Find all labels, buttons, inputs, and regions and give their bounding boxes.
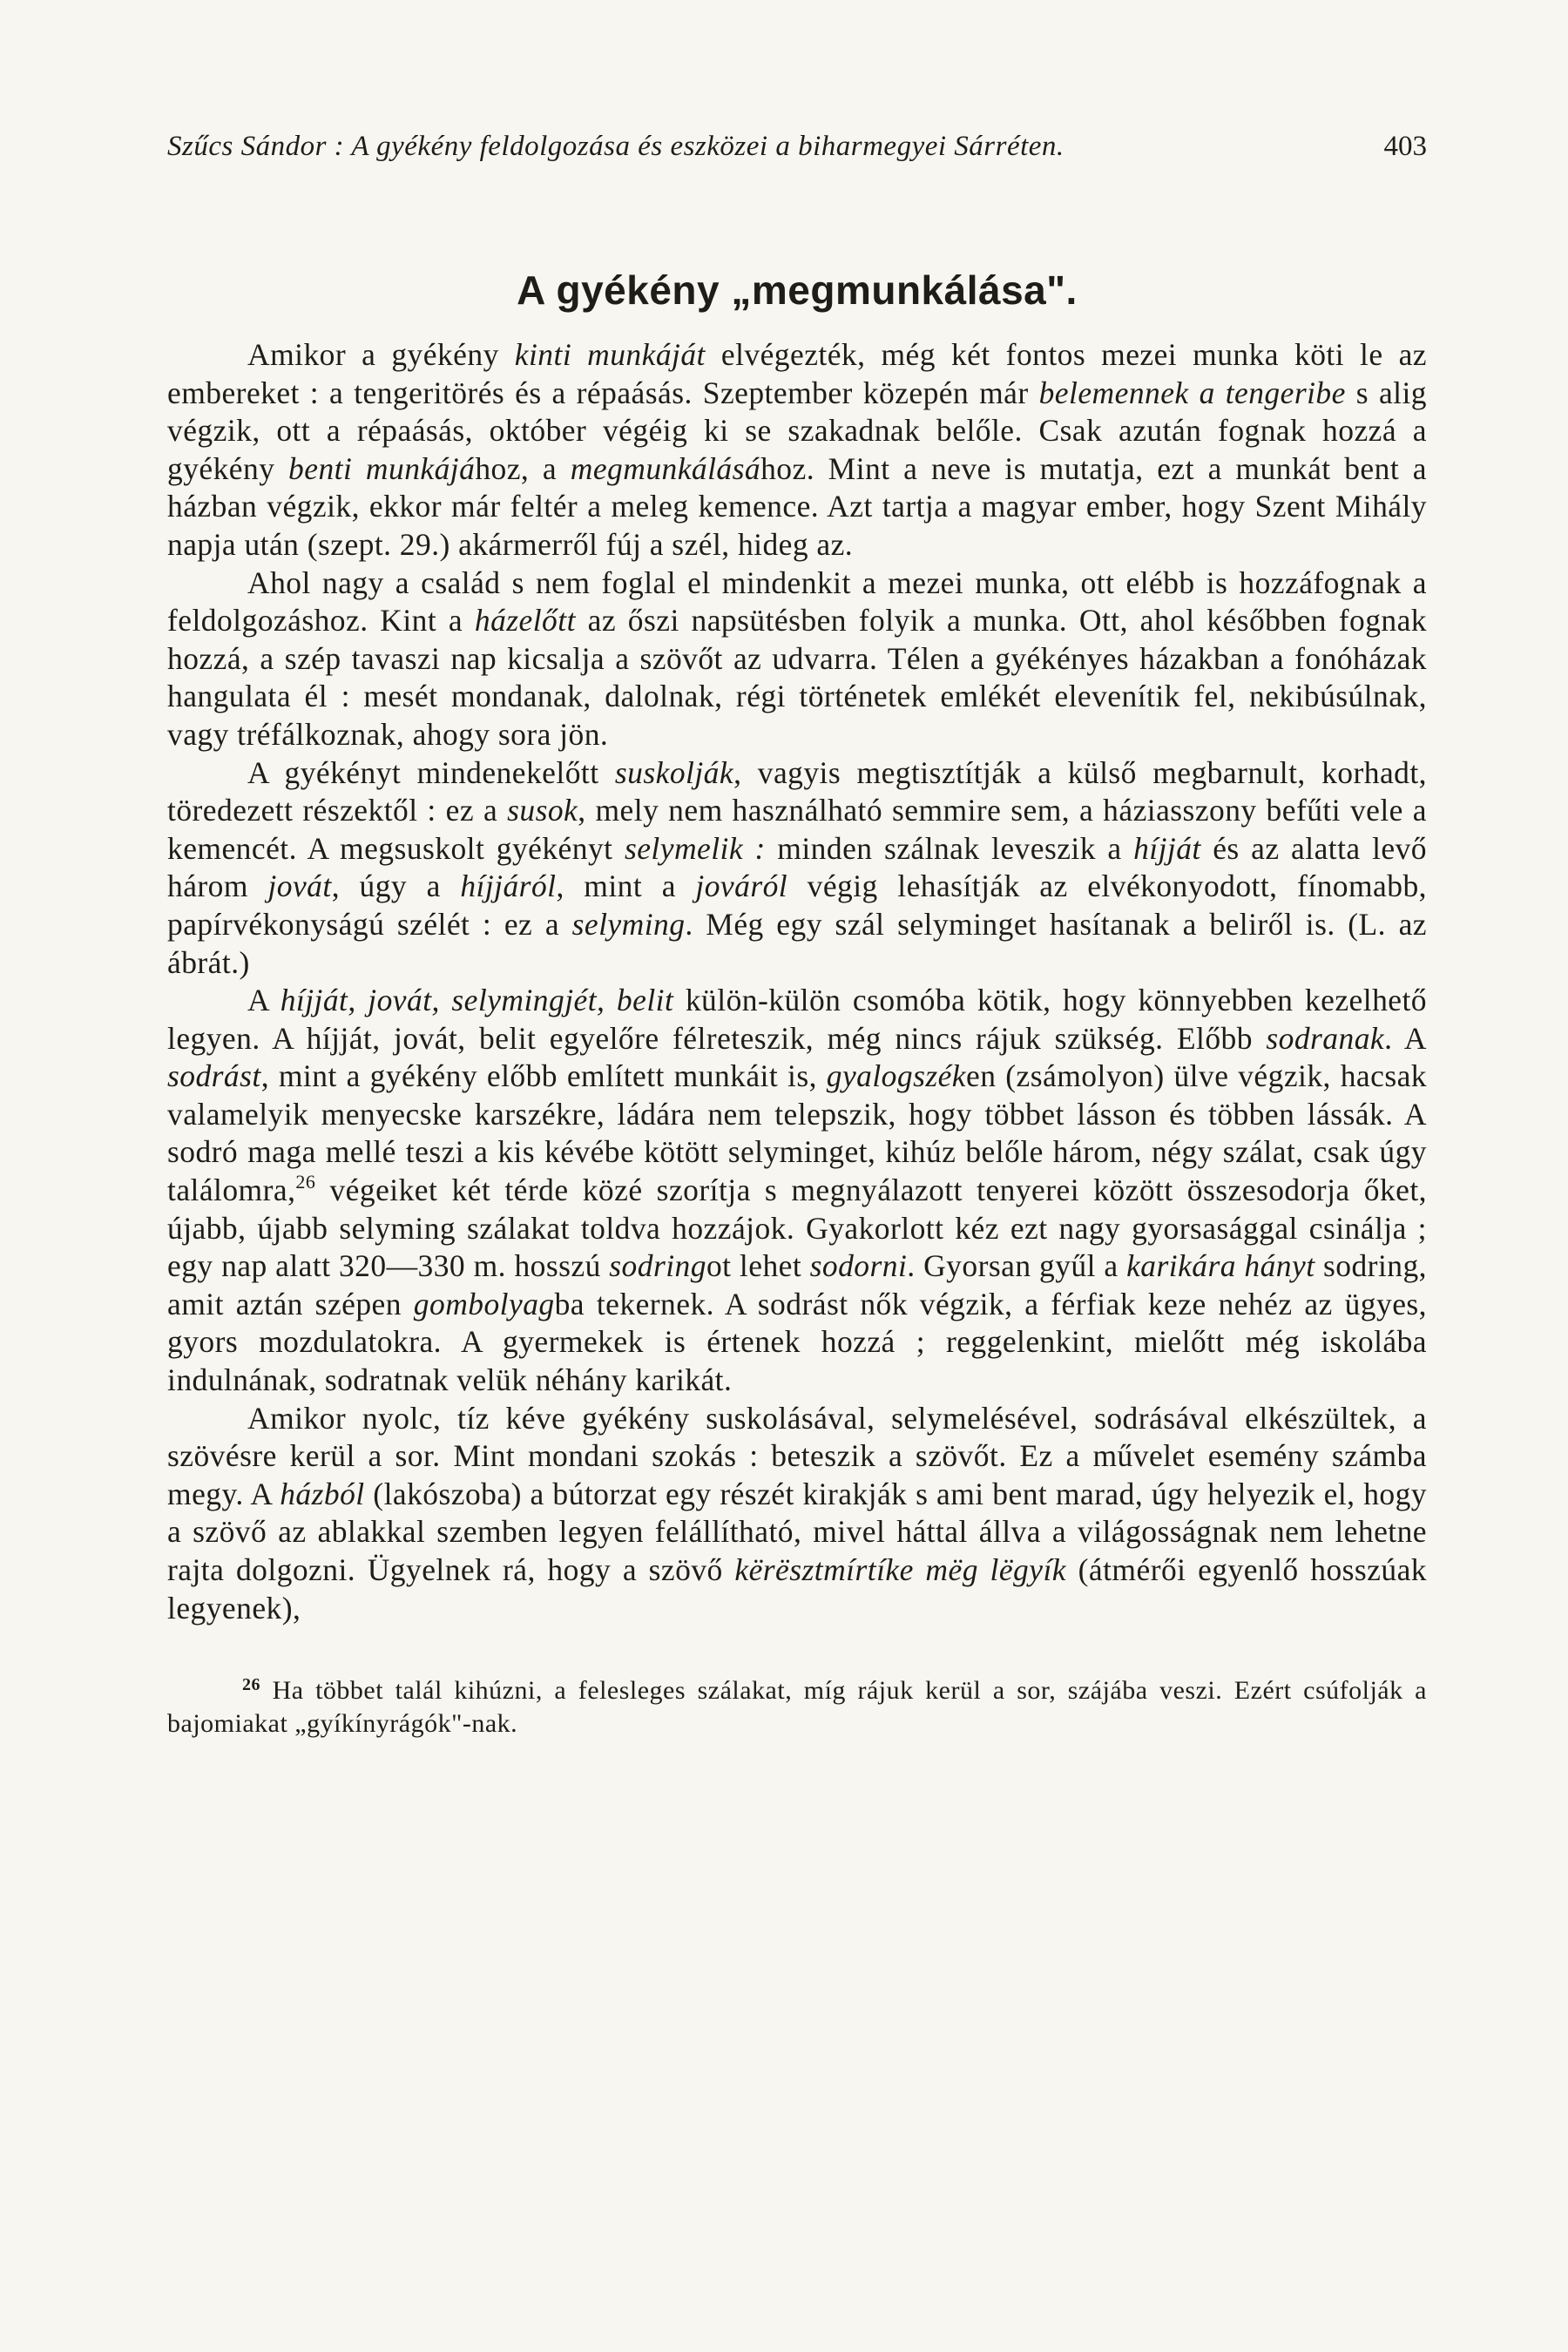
text-run: minden szálnak leveszik a (765, 830, 1134, 866)
footnote-text: Ha többet talál kihúzni, a felesleges szálakat, míg rájuk kerül a sor, szájába veszi. Ezért csúfolják a bajomiakat „gyíkínyrágók"-nak. (167, 1676, 1427, 1739)
text-run: sodring, amit aztán szépen (167, 1248, 1427, 1321)
italic-term: kinti munkáját (514, 337, 706, 372)
italic-term: sodorni (809, 1248, 908, 1284)
running-head-title: Szűcs Sándor : A gyékény feldolgozása és eszközei a biharmegyei Sárréten. (167, 131, 1064, 162)
text-run: és az alatta levő három (167, 830, 1428, 904)
text-run: s alig végzik, ott a répaásás, október végéig ki se szakadnak belőle. Csak azután fognak hozzá a gyékény (167, 375, 1427, 486)
body-text (167, 336, 1427, 1627)
text-run: Amikor nyolc, tíz kéve gyékény suskolásával, selymelésével, sodrásával elkészültek, a szövésre kerül a sor. Mint mondani szokás : beteszik a szövőt. Ez a művelet esemény számba megy. A (167, 1400, 1427, 1511)
italic-term: kërësztmírtíke mëg lëgyík (734, 1552, 1066, 1587)
italic-term: karikára hányt (1126, 1248, 1315, 1284)
page (167, 131, 1427, 1740)
text-run: A (247, 983, 280, 1018)
section-title: A gyékény „megmunkálása". (517, 267, 1078, 313)
italic-term: sodring (609, 1248, 706, 1284)
italic-term: gyalogszék (826, 1058, 967, 1094)
italic-term: gombolyag (413, 1286, 555, 1321)
italic-term: susok (507, 793, 578, 828)
paragraph (167, 982, 1427, 1400)
italic-term: suskolják (614, 754, 734, 790)
page-number: 403 (1383, 131, 1427, 162)
italic-term: sodrást (167, 1058, 261, 1094)
italic-term: selymelik : (624, 830, 766, 866)
text-run: az őszi napsütésben folyik a munka. Ott, ahol későbben fognak hozzá, a szép tavaszi nap kicsalja a szövőt az udvarra. Télen a gyékényes házakban a fonóházak hangulata él : mesét mondanak, dalolnak, régi történetek emlékét elevenítik fel, nekibúsúlnak, vagy tréfálkoznak, ahogy sora jön. (167, 603, 1427, 752)
italic-term: sodranak (1266, 1020, 1385, 1056)
text-run: Ahol nagy a család s nem foglal el mindenkit a mezei munka, ott elébb is hozzáfognak a feldolgozáshoz. Kint a (167, 564, 1427, 639)
italic-term: belemennek a tengeribe (1038, 375, 1346, 410)
text-run: en (zsámolyon) ülve végzik, hacsak valamelyik menyecske karszékre, ládára nem telepszik, hogy többet lásson és többen lássák. A sodró maga mellé teszi a kis kévébe kötött selyminget, kihúz belőle három, négy szálat, csak úgy találomra, (167, 1058, 1427, 1208)
italic-term: házelőtt (474, 603, 576, 639)
running-head (167, 131, 1427, 192)
text-run: . A (1384, 1020, 1427, 1056)
italic-term: híjjáról (460, 868, 557, 904)
text-run: . Még egy szál selyminget hasítanak a beliről is. (L. az ábrát.) (167, 906, 1427, 980)
text-run: (átmérői egyenlő hosszúak legyenek), (167, 1552, 1427, 1625)
text-run: ot lehet (706, 1248, 810, 1284)
paragraph (167, 336, 1427, 564)
text-run: elvégezték, még két fontos mezei munka köti le az embereket : a tengeritörés és a répaásás. Szeptember közepén már (167, 337, 1427, 410)
text-run: hoz. Mint a neve is mutatja, ezt a munkát bent a házban végzik, ekkor már feltér a meleg kemence. Azt tartja a magyar ember, hogy Szent Mihály napja után (szept. 29.) akármerről fúj a szél, hideg az. (167, 450, 1427, 562)
paragraph (167, 564, 1427, 754)
italic-term: jováról (695, 868, 788, 904)
text-run: végig lehasítják az elvékonyodott, fínomabb, papírvékonyságú szélét : ez a (167, 868, 1427, 942)
footnote-reference: 26 (295, 1171, 316, 1193)
text-run: Amikor a gyékény (247, 337, 515, 372)
footnote-mark: 26 (242, 1675, 260, 1695)
italic-term: híjját, jovát, selymingjét, belit (280, 983, 674, 1018)
text-run: A gyékényt mindenekelőtt (247, 754, 615, 790)
text-run: , mely nem használható semmire sem, a háziasszony befűti vele a kemencét. A megsuskolt gyékényt (167, 793, 1427, 866)
paragraph (167, 754, 1427, 983)
text-run: hoz, a (475, 450, 571, 486)
text-run: (lakószoba) a bútorzat egy részét kirakják s ami bent marad, úgy helyezik el, hogy a szövő az ablakkal szemben legyen felállítható, mivel háttal állva a világosságnak nem lehetne rajta dolgozni. Ügyelnek rá, hogy a szövő (167, 1476, 1427, 1587)
text-run: . Gyorsan gyűl a (907, 1248, 1127, 1284)
italic-term: benti munkájá (288, 450, 476, 486)
italic-term: megmunkálásá (570, 450, 761, 486)
italic-term: selyming (571, 906, 686, 942)
italic-term: jovát (267, 868, 332, 904)
text-run: végeiket két térde közé szorítja s megnyálazott tenyerei között összesodorja őket, újabb, újabb selyming szálakat toldva hozzájok. Gyakorlott kéz ezt nagy gyorsasággal csinálja ; egy nap alatt 320—330 m. hosszú (167, 1173, 1427, 1284)
paragraph (167, 1400, 1427, 1628)
italic-term: házból (280, 1476, 365, 1511)
text-run: külön-külön csomóba kötik, hogy könnyebben kezelhető legyen. A híjját, jovát, belit egyelőre félreteszik, még nincs rájuk szükség. Előbb (167, 983, 1427, 1056)
text-run: ba tekernek. A sodrást nők végzik, a férfiak keze nehéz az ügyes, gyors mozdulatokra. A gyermekek is értenek hozzá ; reggelenkint, mielőtt még iskolába indulnának, sodratnak velük néhány karikát. (167, 1286, 1427, 1398)
text-run: , mint a gyékény előbb említett munkáit is, (260, 1058, 827, 1094)
footnote (167, 1674, 1427, 1740)
text-run: , vagyis megtisztítják a külső megbarnult, korhadt, töredezett részektől : ez a (167, 754, 1427, 828)
italic-term: híjját (1133, 830, 1201, 866)
text-run: , úgy a (331, 868, 461, 904)
text-run: , mint a (556, 868, 696, 904)
